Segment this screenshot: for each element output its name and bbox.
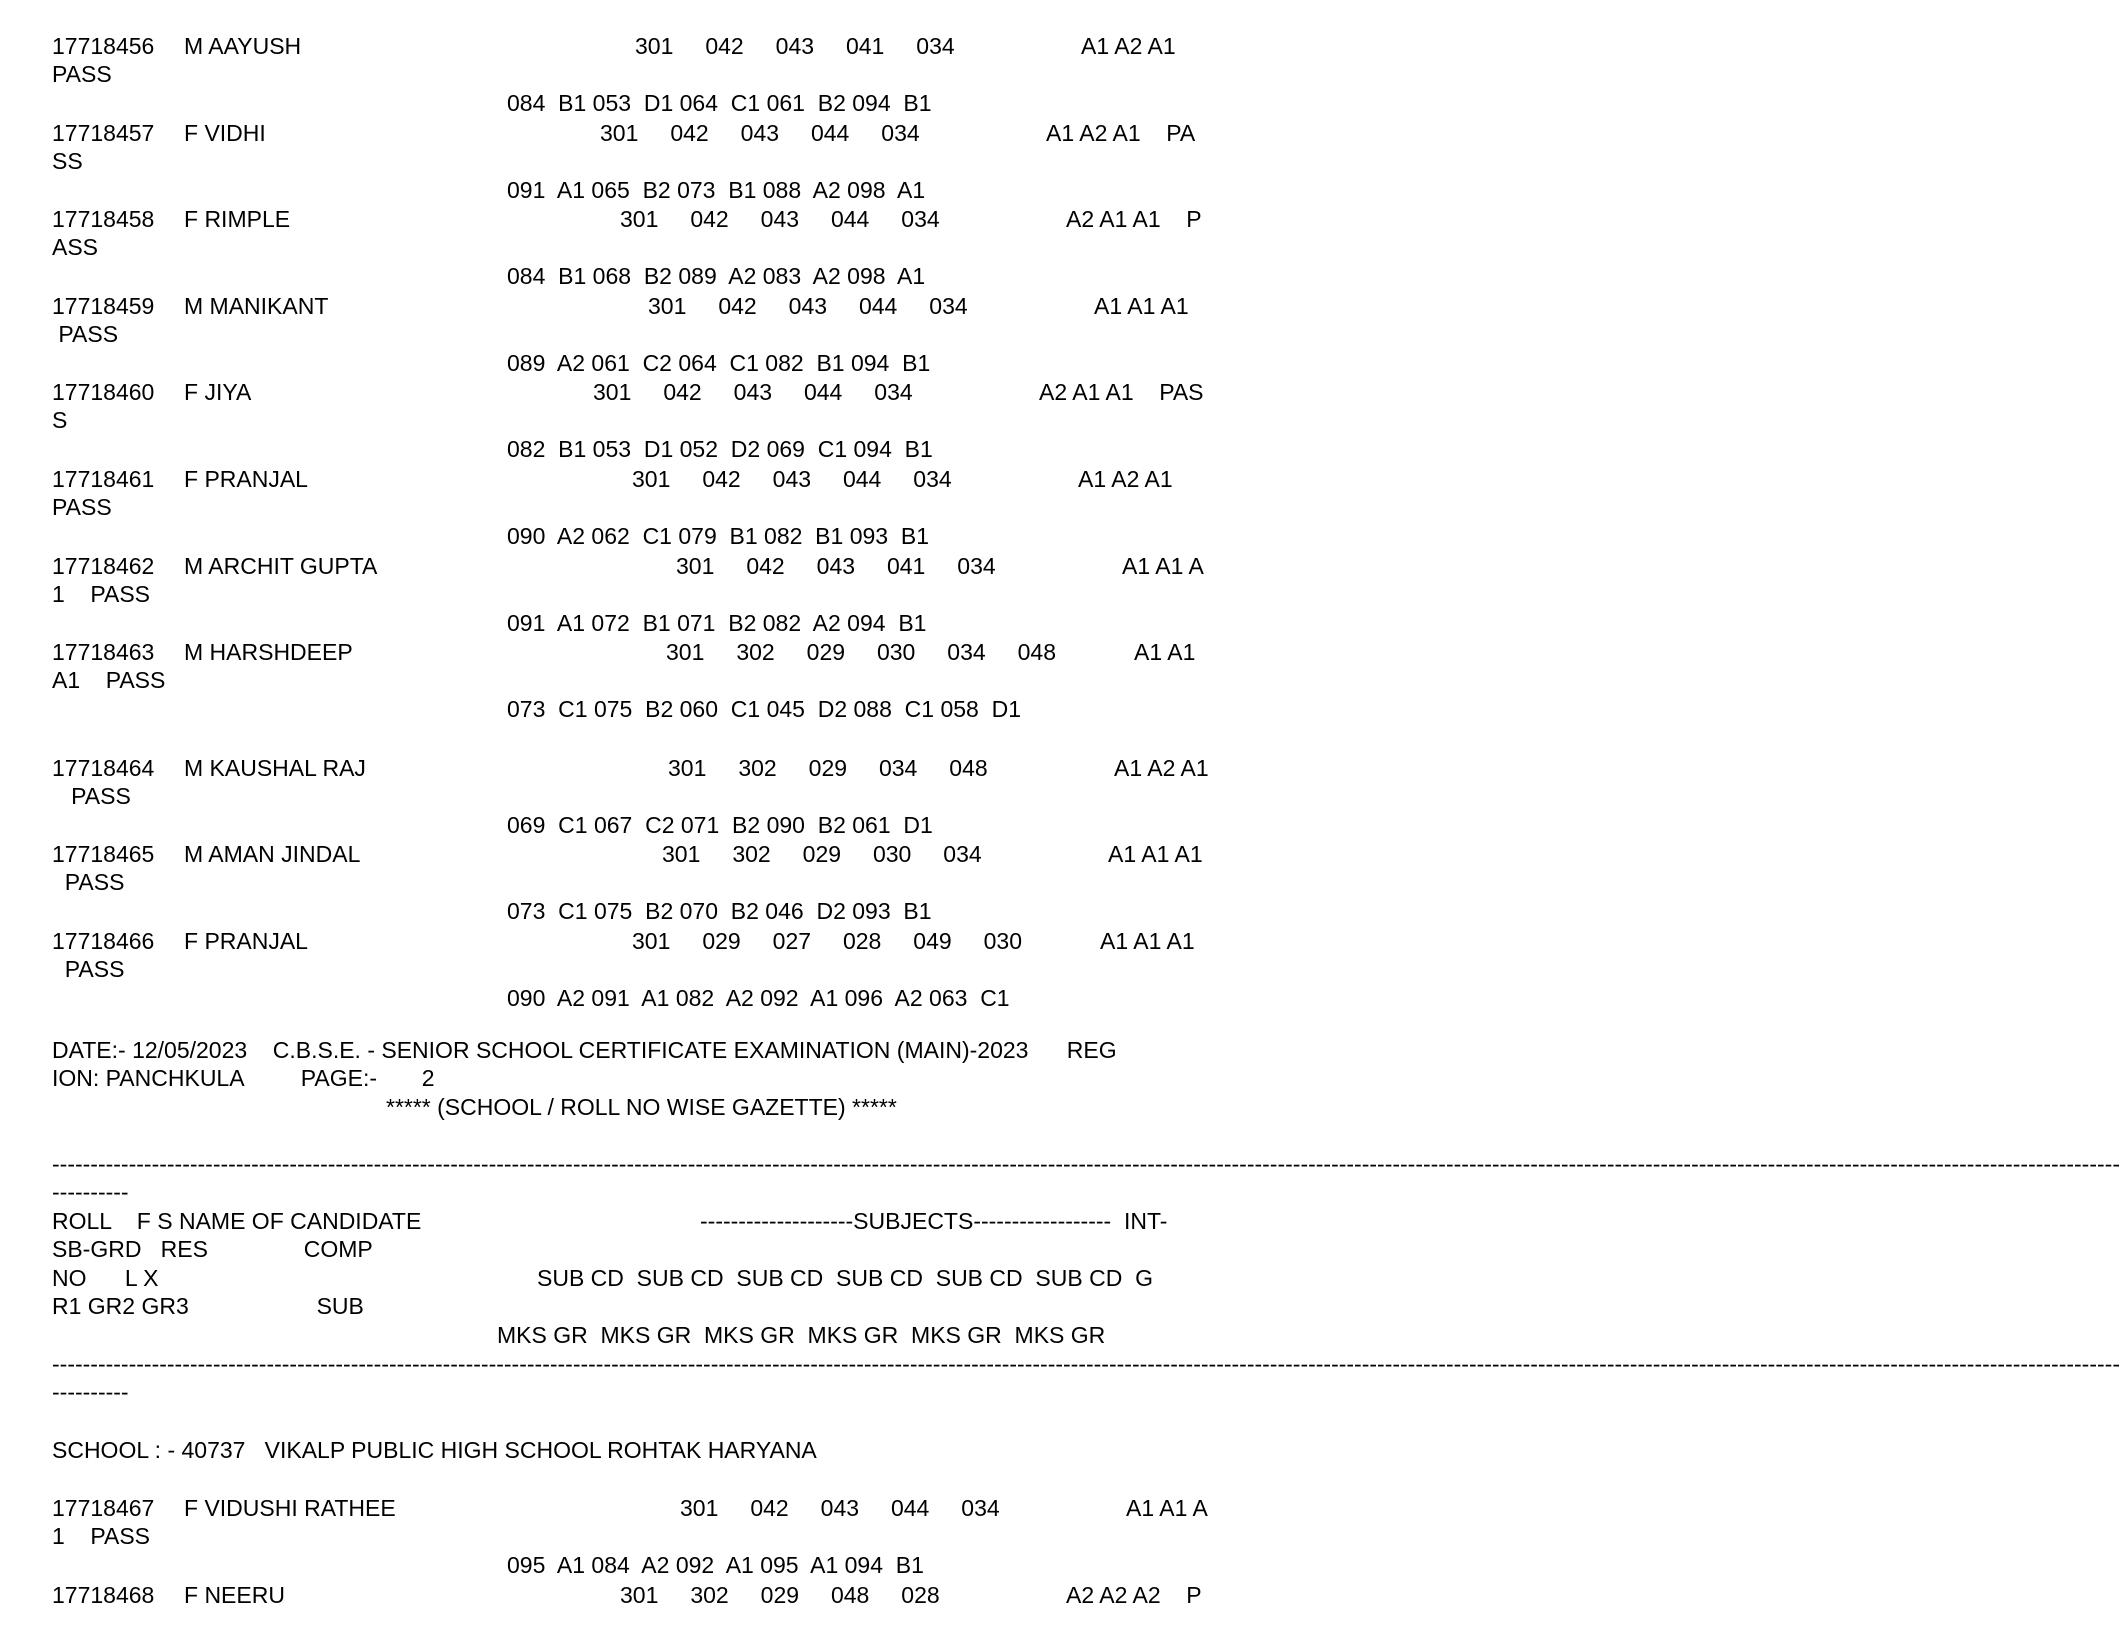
result-wrap: PASS bbox=[52, 956, 125, 982]
marks-grades: 084 B1 068 B2 089 A2 083 A2 098 A1 bbox=[507, 263, 926, 290]
subject-codes: 301 042 043 044 034 bbox=[680, 1495, 1000, 1521]
school-line: SCHOOL : - 40737 VIKALP PUBLIC HIGH SCHOOL ROHTAK HARYANA bbox=[52, 1437, 817, 1463]
result-wrap: 1 PASS bbox=[52, 1523, 151, 1549]
candidate-name: M AAYUSH bbox=[184, 33, 302, 59]
candidate-name: F VIDUSHI RATHEE bbox=[184, 1495, 396, 1521]
grades-result: A1 A2 A1 bbox=[1078, 466, 1173, 492]
candidate-name: M HARSHDEEP bbox=[184, 639, 353, 666]
result-wrap: PASS bbox=[52, 869, 125, 896]
grades-result: A1 A1 A1 bbox=[1100, 928, 1195, 954]
subject-codes: 301 042 043 044 034 bbox=[632, 466, 952, 492]
roll-number: 17718467 bbox=[52, 1495, 155, 1521]
roll-number: 17718460 bbox=[52, 379, 155, 406]
candidate-name: M ARCHIT GUPTA bbox=[184, 552, 378, 579]
column-header-line-4: R1 GR2 GR3 SUB bbox=[52, 1293, 364, 1319]
column-header-subjects: --------------------SUBJECTS------------------ INT- bbox=[700, 1208, 1168, 1234]
subject-codes: 301 302 029 034 048 bbox=[668, 754, 988, 781]
column-header-roll: ROLL F S NAME OF CANDIDATE bbox=[52, 1208, 422, 1234]
header-line-3: ***** (SCHOOL / ROLL NO WISE GAZETTE) ***** bbox=[386, 1094, 897, 1120]
grades-result: A1 A1 A bbox=[1122, 552, 1204, 579]
subject-codes: 301 042 043 044 034 bbox=[600, 119, 920, 146]
column-header-line-2: SB-GRD RES COMP bbox=[52, 1236, 373, 1262]
marks-grades: 090 A2 091 A1 082 A2 092 A1 096 A2 063 C1 bbox=[507, 985, 1010, 1011]
grades-result: A1 A1 A1 bbox=[1108, 841, 1203, 868]
separator-line-wrap: ---------- bbox=[52, 1379, 129, 1405]
roll-number: 17718464 bbox=[52, 754, 155, 781]
result-wrap: PASS bbox=[52, 61, 112, 87]
column-header-no: NO L X bbox=[52, 1265, 159, 1291]
subject-codes: 301 302 029 030 034 bbox=[662, 841, 982, 868]
marks-grades: 090 A2 062 C1 079 B1 082 B1 093 B1 bbox=[507, 523, 929, 549]
roll-number: 17718465 bbox=[52, 841, 155, 868]
result-wrap: SS bbox=[52, 147, 83, 174]
candidate-name: F RIMPLE bbox=[184, 206, 291, 233]
result-wrap: 1 PASS bbox=[52, 580, 151, 607]
column-header-mks-gr: MKS GR MKS GR MKS GR MKS GR MKS GR MKS GR bbox=[497, 1322, 1106, 1348]
separator-line-wrap: ---------- bbox=[52, 1179, 129, 1205]
subject-codes: 301 029 027 028 049 030 bbox=[632, 928, 1023, 954]
marks-grades: 082 B1 053 D1 052 D2 069 C1 094 B1 bbox=[507, 436, 933, 463]
candidate-name: M AMAN JINDAL bbox=[184, 841, 361, 868]
grades-result: A1 A2 A1 bbox=[1081, 33, 1176, 59]
subject-codes: 301 302 029 030 034 048 bbox=[666, 639, 1057, 666]
grades-result: A1 A1 bbox=[1134, 639, 1196, 666]
candidate-name: M MANIKANT bbox=[184, 292, 329, 319]
roll-number: 17718466 bbox=[52, 928, 155, 954]
subject-codes: 301 042 043 041 034 bbox=[635, 33, 955, 59]
candidate-name: F PRANJAL bbox=[184, 466, 308, 492]
result-wrap: S bbox=[52, 407, 68, 434]
candidate-name: F PRANJAL bbox=[184, 928, 308, 954]
roll-number: 17718462 bbox=[52, 552, 155, 579]
result-wrap: A1 PASS bbox=[52, 667, 166, 694]
grades-result: A1 A1 A bbox=[1126, 1495, 1208, 1521]
marks-grades: 089 A2 061 C2 064 C1 082 B1 094 B1 bbox=[507, 349, 931, 376]
marks-grades: 084 B1 053 D1 064 C1 061 B2 094 B1 bbox=[507, 90, 932, 116]
result-wrap: PASS bbox=[52, 494, 112, 520]
candidate-name: M KAUSHAL RAJ bbox=[184, 754, 366, 781]
roll-number: 17718459 bbox=[52, 292, 155, 319]
separator-line: ------------------------------------------------------------------------------------------------------------------------------------------------------------------------------------------------------------------------------------------------------------------------------ bbox=[52, 1351, 2120, 1377]
subject-codes: 301 042 043 041 034 bbox=[676, 552, 996, 579]
subject-codes: 301 042 043 044 034 bbox=[593, 379, 913, 406]
grades-result: A2 A1 A1 P bbox=[1066, 206, 1202, 233]
result-wrap: PASS bbox=[52, 320, 119, 347]
subject-codes: 301 302 029 048 028 bbox=[620, 1581, 940, 1608]
roll-number: 17718458 bbox=[52, 206, 155, 233]
roll-number: 17718456 bbox=[52, 33, 155, 59]
roll-number: 17718457 bbox=[52, 119, 155, 146]
grades-result: A2 A2 A2 P bbox=[1066, 1581, 1202, 1608]
subject-codes: 301 042 043 044 034 bbox=[620, 206, 940, 233]
subject-codes: 301 042 043 044 034 bbox=[648, 292, 968, 319]
header-line-1: DATE:- 12/05/2023 C.B.S.E. - SENIOR SCHOOL CERTIFICATE EXAMINATION (MAIN)-2023 REG bbox=[52, 1037, 1117, 1063]
candidate-name: F NEERU bbox=[184, 1581, 285, 1608]
roll-number: 17718461 bbox=[52, 466, 155, 492]
grades-result: A1 A1 A1 bbox=[1094, 292, 1189, 319]
marks-grades: 069 C1 067 C2 071 B2 090 B2 061 D1 bbox=[507, 811, 933, 838]
grades-result: A1 A2 A1 PA bbox=[1046, 119, 1196, 146]
separator-line: ------------------------------------------------------------------------------------------------------------------------------------------------------------------------------------------------------------------------------------------------------------------------------ bbox=[52, 1151, 2120, 1177]
column-header-sub-cd: SUB CD SUB CD SUB CD SUB CD SUB CD SUB CD G bbox=[537, 1265, 1153, 1291]
result-wrap: PASS bbox=[52, 782, 131, 809]
candidate-name: F VIDHI bbox=[184, 119, 266, 146]
grades-result: A1 A2 A1 bbox=[1114, 754, 1209, 781]
marks-grades: 091 A1 065 B2 073 B1 088 A2 098 A1 bbox=[507, 176, 926, 203]
header-line-2: ION: PANCHKULA PAGE:- 2 bbox=[52, 1065, 435, 1091]
marks-grades: 091 A1 072 B1 071 B2 082 A2 094 B1 bbox=[507, 609, 927, 636]
marks-grades: 073 C1 075 B2 060 C1 045 D2 088 C1 058 D1 bbox=[507, 696, 1022, 723]
result-wrap: ASS bbox=[52, 234, 99, 261]
grades-result: A2 A1 A1 PAS bbox=[1039, 379, 1204, 406]
marks-grades: 073 C1 075 B2 070 B2 046 D2 093 B1 bbox=[507, 898, 932, 925]
marks-grades: 095 A1 084 A2 092 A1 095 A1 094 B1 bbox=[507, 1552, 924, 1578]
candidate-name: F JIYA bbox=[184, 379, 252, 406]
roll-number: 17718468 bbox=[52, 1581, 155, 1608]
roll-number: 17718463 bbox=[52, 639, 155, 666]
